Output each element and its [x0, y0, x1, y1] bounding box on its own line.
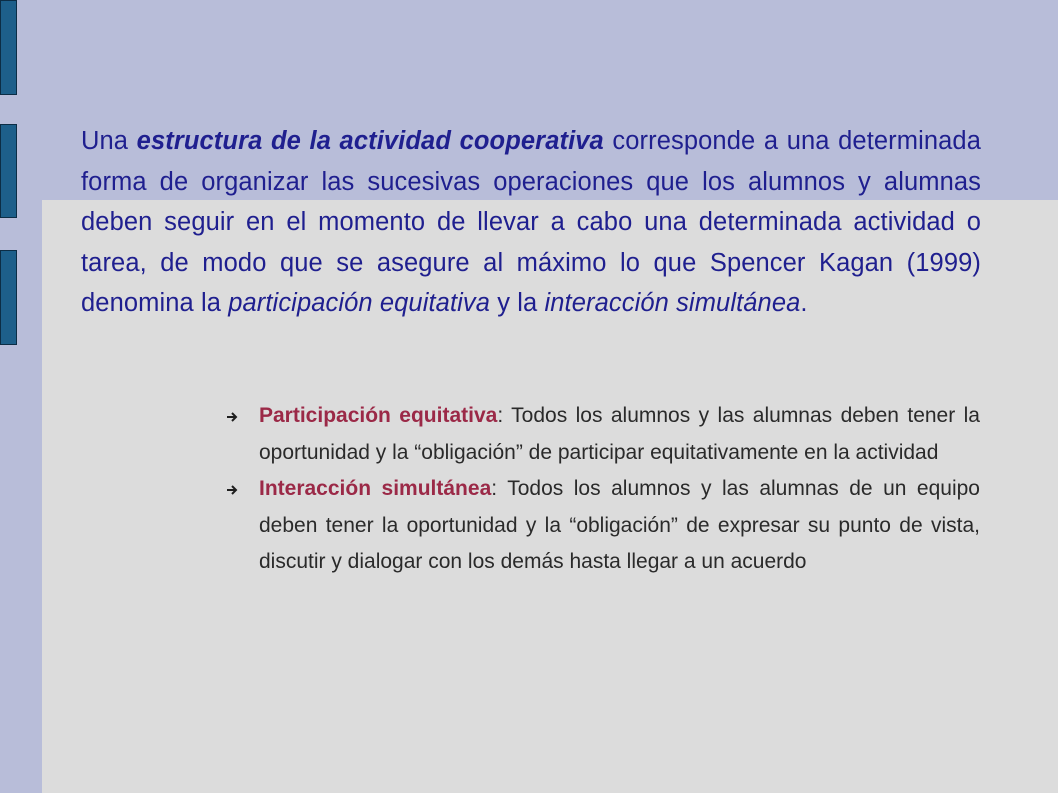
bullet-text: : Todos los alumnos y las alumnas deben tener la oportunidad y la “obligación” de participar equitativamente en la actividad [259, 404, 980, 464]
list-item [226, 398, 980, 471]
list-item [226, 471, 980, 581]
accent-bar [0, 124, 17, 218]
arrow-right-icon [226, 484, 238, 496]
intro-text: . [800, 289, 808, 317]
intro-term-participation: participación equitativa [228, 289, 491, 317]
bullet-term: Interacción simultánea [259, 477, 492, 500]
intro-paragraph [81, 121, 981, 324]
bullet-list [226, 398, 980, 581]
intro-text: corresponde a una determinada forma de organizar las sucesivas operaciones que los alumnos y alumnas deben seguir en el momento de llevar a cabo una determinada actividad o tarea, de modo que se asegure al máximo lo que Spencer Kagan (1999) denomina la [81, 127, 981, 317]
accent-bar [0, 250, 17, 345]
intro-text: y la [490, 289, 545, 317]
intro-term-structure: estructura de la actividad cooperativa [136, 127, 604, 155]
intro-text: Una [81, 127, 137, 155]
intro-term-interaction: interacción simultánea [544, 289, 801, 317]
accent-bar [0, 0, 17, 95]
arrow-right-icon [226, 411, 238, 423]
bullet-text: : Todos los alumnos y las alumnas de un equipo deben tener la oportunidad y la “obligación” de expresar su punto de vista, discutir y dialogar con los demás hasta llegar a un acuerdo [259, 477, 980, 573]
bullet-term: Participación equitativa [259, 404, 498, 427]
